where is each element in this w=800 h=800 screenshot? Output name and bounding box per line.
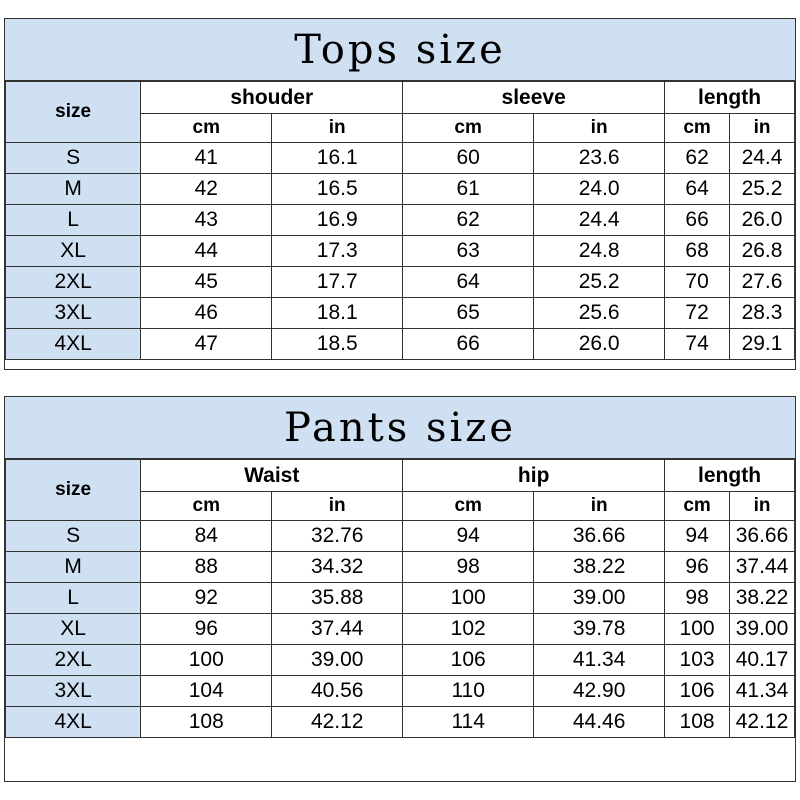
cell-value: 42.12: [272, 707, 403, 738]
cell-value: 108: [665, 707, 730, 738]
cell-value: 94: [403, 521, 534, 552]
table-row: [6, 329, 795, 360]
cell-value: 84: [141, 521, 272, 552]
table-header-group-row: [6, 82, 795, 114]
cell-value: 39.00: [534, 583, 665, 614]
cell-value: 18.5: [272, 329, 403, 360]
cell-value: 110: [403, 676, 534, 707]
unit-header-hip-cm: cm: [403, 492, 534, 521]
cell-value: 26.0: [730, 205, 795, 236]
cell-value: 36.66: [730, 521, 795, 552]
cell-value: 24.0: [534, 174, 665, 205]
row-size-label: 4XL: [6, 329, 141, 360]
cell-value: 100: [403, 583, 534, 614]
cell-value: 37.44: [730, 552, 795, 583]
cell-value: 16.5: [272, 174, 403, 205]
pants-size-chart: [4, 396, 796, 782]
group-header-hip: hip: [403, 460, 665, 492]
cell-value: 70: [665, 267, 730, 298]
cell-value: 100: [141, 645, 272, 676]
cell-value: 106: [665, 676, 730, 707]
unit-header-length-cm: cm: [665, 492, 730, 521]
table-row: [6, 267, 795, 298]
cell-value: 38.22: [730, 583, 795, 614]
cell-value: 41: [141, 143, 272, 174]
cell-value: 41.34: [534, 645, 665, 676]
cell-value: 16.1: [272, 143, 403, 174]
group-header-length: length: [665, 82, 795, 114]
row-size-label: S: [6, 521, 141, 552]
cell-value: 25.6: [534, 298, 665, 329]
cell-value: 74: [665, 329, 730, 360]
pants-chart-title: Pants size: [5, 397, 795, 459]
cell-value: 92: [141, 583, 272, 614]
size-column-header: size: [6, 82, 141, 143]
cell-value: 96: [665, 552, 730, 583]
unit-header-length-in: in: [730, 492, 795, 521]
cell-value: 28.3: [730, 298, 795, 329]
unit-header-length-in: in: [730, 114, 795, 143]
unit-header-hip-in: in: [534, 492, 665, 521]
table-row: [6, 521, 795, 552]
cell-value: 25.2: [534, 267, 665, 298]
row-size-label: 2XL: [6, 267, 141, 298]
row-size-label: XL: [6, 236, 141, 267]
unit-header-waist-in: in: [272, 492, 403, 521]
cell-value: 45: [141, 267, 272, 298]
cell-value: 88: [141, 552, 272, 583]
group-header-sleeve: sleeve: [403, 82, 665, 114]
cell-value: 37.44: [272, 614, 403, 645]
cell-value: 94: [665, 521, 730, 552]
pants-size-table: [5, 459, 795, 738]
cell-value: 38.22: [534, 552, 665, 583]
table-row: [6, 552, 795, 583]
row-size-label: 3XL: [6, 298, 141, 329]
row-size-label: L: [6, 583, 141, 614]
row-size-label: XL: [6, 614, 141, 645]
cell-value: 72: [665, 298, 730, 329]
cell-value: 18.1: [272, 298, 403, 329]
tops-chart-title: Tops size: [5, 19, 795, 81]
unit-header-shouder-cm: cm: [141, 114, 272, 143]
row-size-label: S: [6, 143, 141, 174]
cell-value: 39.00: [272, 645, 403, 676]
cell-value: 34.32: [272, 552, 403, 583]
cell-value: 35.88: [272, 583, 403, 614]
cell-value: 26.0: [534, 329, 665, 360]
cell-value: 66: [665, 205, 730, 236]
row-size-label: 4XL: [6, 707, 141, 738]
unit-header-sleeve-cm: cm: [403, 114, 534, 143]
row-size-label: L: [6, 205, 141, 236]
cell-value: 100: [665, 614, 730, 645]
cell-value: 106: [403, 645, 534, 676]
cell-value: 96: [141, 614, 272, 645]
cell-value: 63: [403, 236, 534, 267]
row-size-label: 2XL: [6, 645, 141, 676]
cell-value: 27.6: [730, 267, 795, 298]
cell-value: 39.00: [730, 614, 795, 645]
cell-value: 61: [403, 174, 534, 205]
cell-value: 44: [141, 236, 272, 267]
cell-value: 64: [665, 174, 730, 205]
cell-value: 17.7: [272, 267, 403, 298]
cell-value: 25.2: [730, 174, 795, 205]
cell-value: 103: [665, 645, 730, 676]
cell-value: 42.90: [534, 676, 665, 707]
unit-header-shouder-in: in: [272, 114, 403, 143]
size-column-header: size: [6, 460, 141, 521]
cell-value: 40.56: [272, 676, 403, 707]
group-header-length: length: [665, 460, 795, 492]
cell-value: 41.34: [730, 676, 795, 707]
table-row: [6, 205, 795, 236]
cell-value: 66: [403, 329, 534, 360]
cell-value: 44.46: [534, 707, 665, 738]
table-header-group-row: [6, 460, 795, 492]
cell-value: 65: [403, 298, 534, 329]
cell-value: 64: [403, 267, 534, 298]
row-size-label: M: [6, 174, 141, 205]
cell-value: 39.78: [534, 614, 665, 645]
table-row: [6, 645, 795, 676]
cell-value: 98: [665, 583, 730, 614]
cell-value: 16.9: [272, 205, 403, 236]
tops-size-chart: [4, 18, 796, 370]
cell-value: 43: [141, 205, 272, 236]
cell-value: 40.17: [730, 645, 795, 676]
cell-value: 104: [141, 676, 272, 707]
cell-value: 62: [403, 205, 534, 236]
cell-value: 23.6: [534, 143, 665, 174]
cell-value: 32.76: [272, 521, 403, 552]
table-row: [6, 676, 795, 707]
group-header-shouder: shouder: [141, 82, 403, 114]
tops-size-table: [5, 81, 795, 360]
table-row: [6, 298, 795, 329]
cell-value: 114: [403, 707, 534, 738]
table-row: [6, 707, 795, 738]
cell-value: 108: [141, 707, 272, 738]
table-row: [6, 614, 795, 645]
cell-value: 24.8: [534, 236, 665, 267]
cell-value: 68: [665, 236, 730, 267]
cell-value: 47: [141, 329, 272, 360]
cell-value: 46: [141, 298, 272, 329]
unit-header-length-cm: cm: [665, 114, 730, 143]
table-row: [6, 583, 795, 614]
cell-value: 42.12: [730, 707, 795, 738]
cell-value: 36.66: [534, 521, 665, 552]
cell-value: 102: [403, 614, 534, 645]
cell-value: 17.3: [272, 236, 403, 267]
cell-value: 98: [403, 552, 534, 583]
cell-value: 62: [665, 143, 730, 174]
row-size-label: M: [6, 552, 141, 583]
cell-value: 26.8: [730, 236, 795, 267]
table-row: [6, 174, 795, 205]
cell-value: 24.4: [730, 143, 795, 174]
row-size-label: 3XL: [6, 676, 141, 707]
cell-value: 42: [141, 174, 272, 205]
table-row: [6, 236, 795, 267]
cell-value: 24.4: [534, 205, 665, 236]
cell-value: 29.1: [730, 329, 795, 360]
cell-value: 60: [403, 143, 534, 174]
unit-header-sleeve-in: in: [534, 114, 665, 143]
group-header-waist: Waist: [141, 460, 403, 492]
unit-header-waist-cm: cm: [141, 492, 272, 521]
table-row: [6, 143, 795, 174]
